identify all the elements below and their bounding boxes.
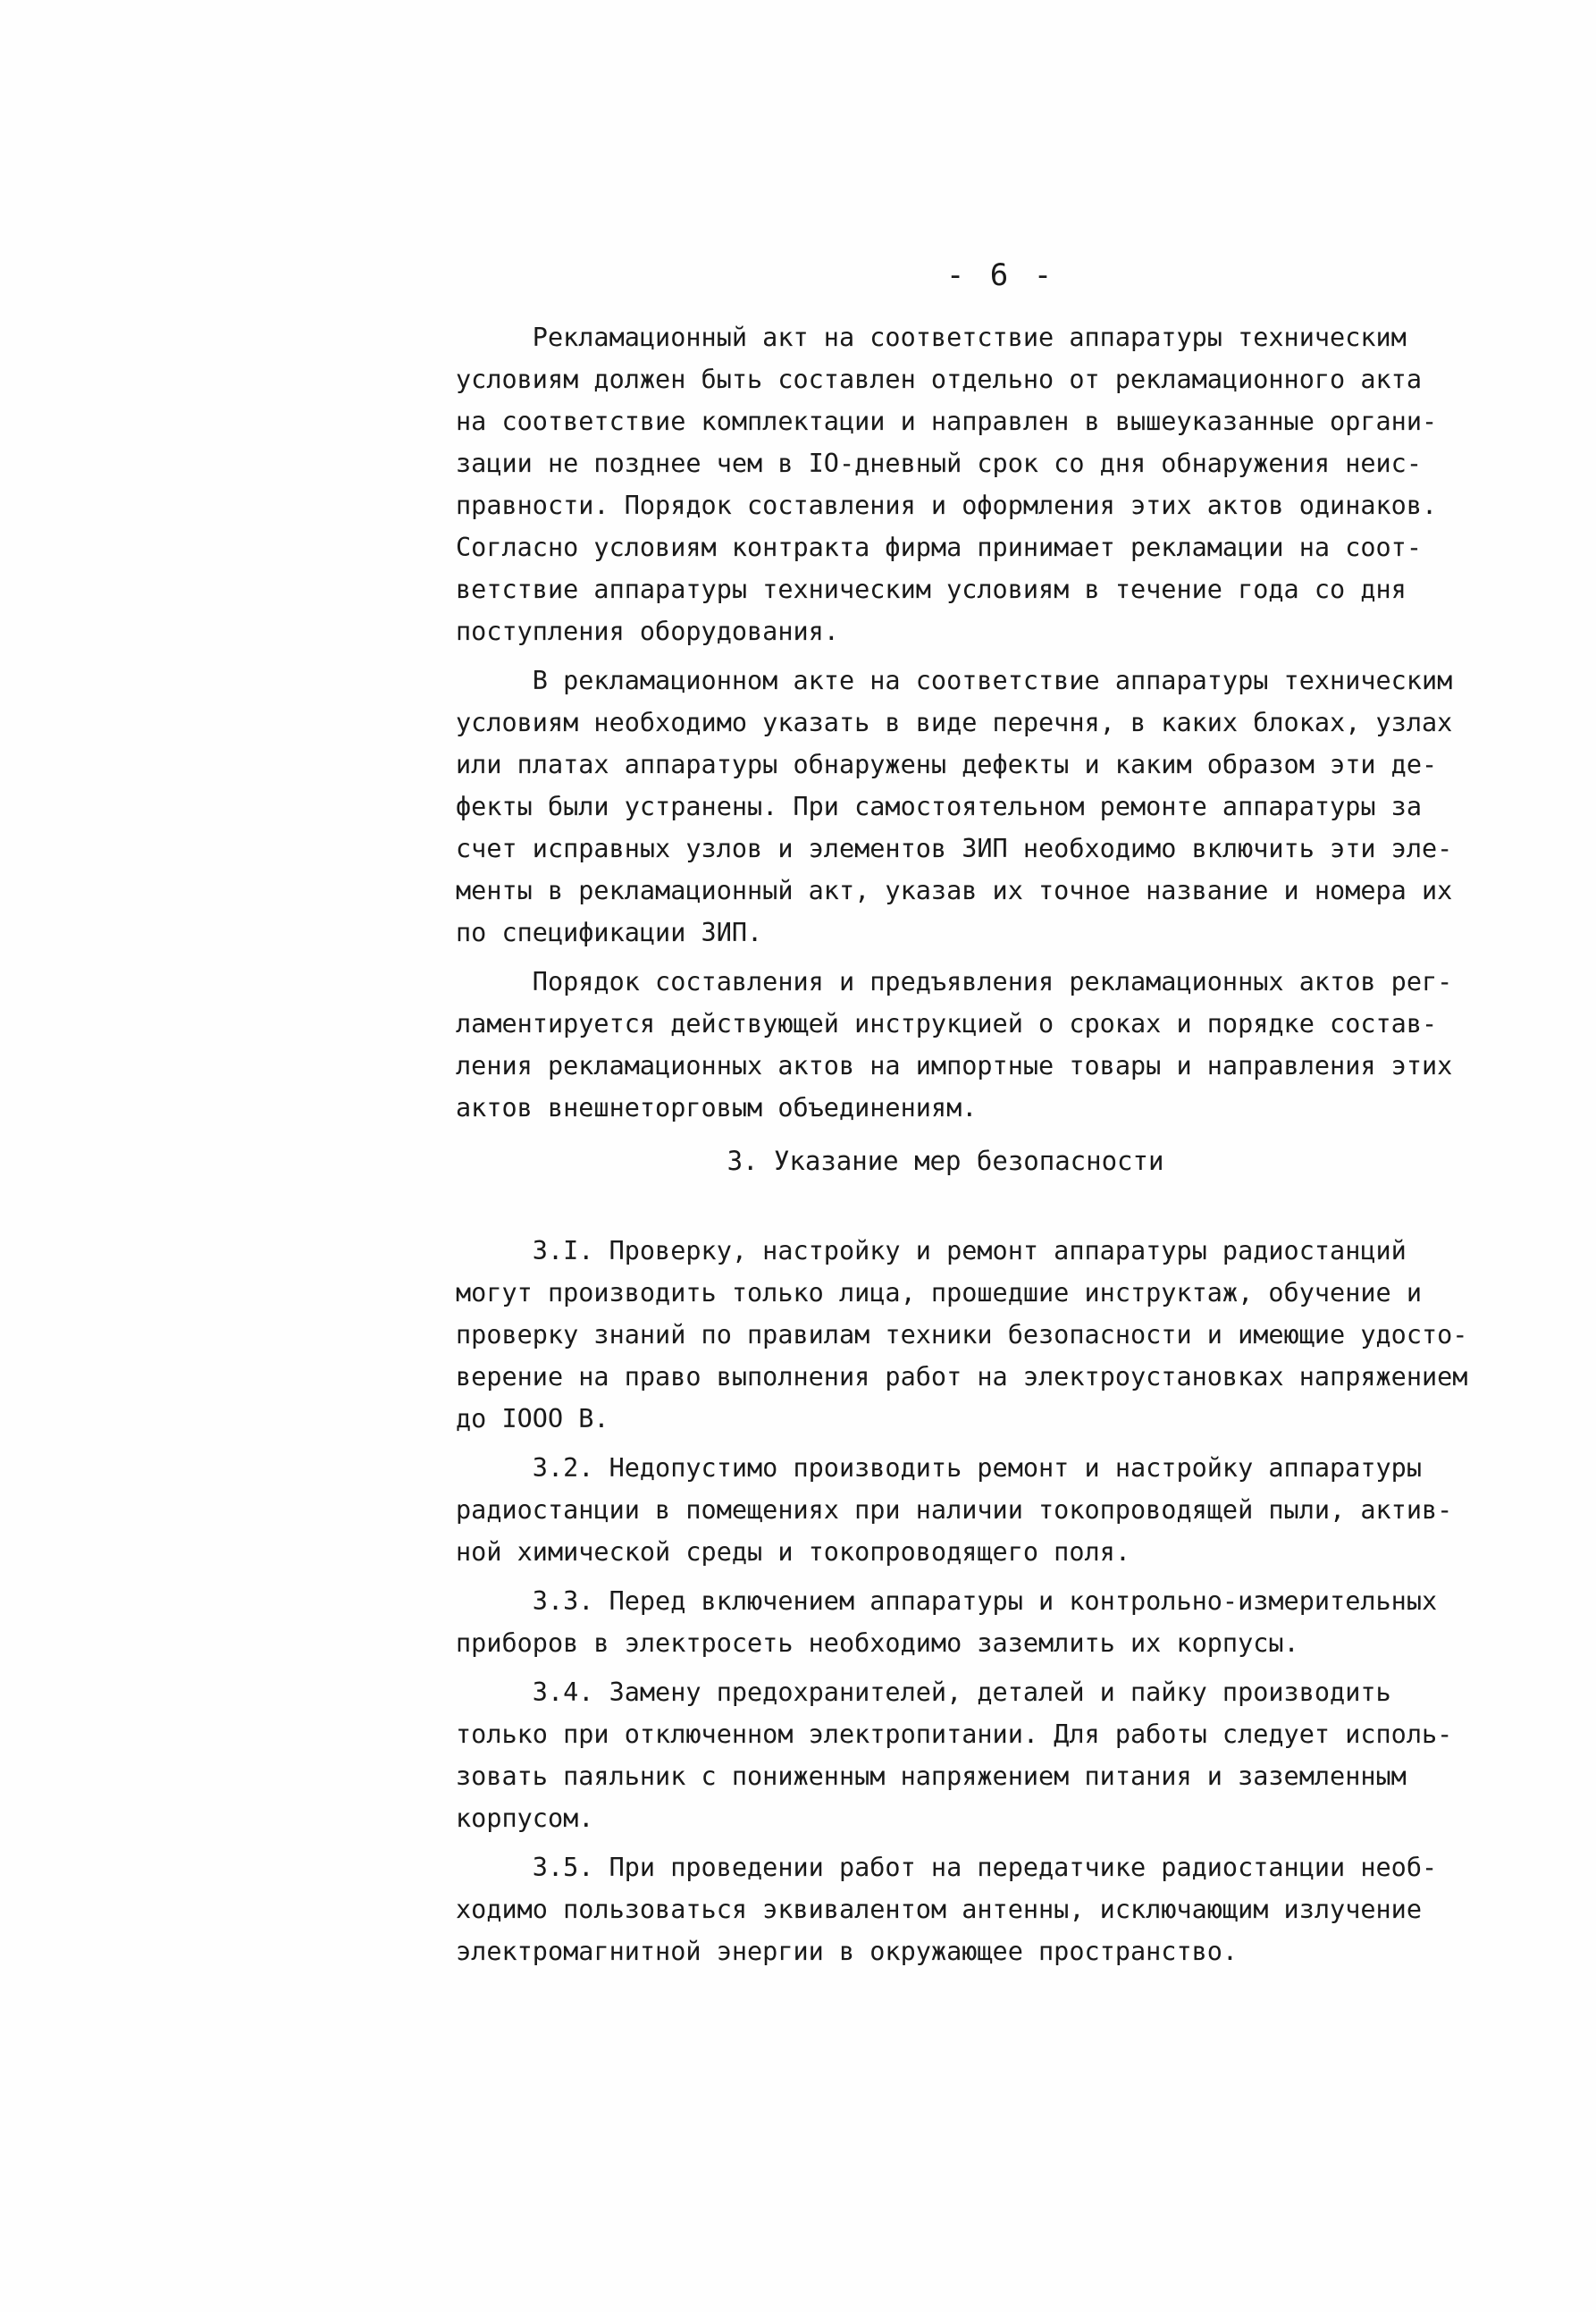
text-line: корпусом. xyxy=(456,1803,594,1833)
page-number: - 6 - xyxy=(945,257,1056,293)
text-line: менты в рекламационный акт, указав их точное название и номера их xyxy=(456,876,1453,905)
text-line: по спецификации ЗИП. xyxy=(456,918,763,947)
text-line: 3.4. Замену предохранителей, деталей и пайку производить xyxy=(456,1677,1391,1707)
paragraph xyxy=(456,961,1564,1129)
paragraph xyxy=(456,1447,1564,1573)
text-line: зации не позднее чем в IO-дневный срок со дня обнаружения неис- xyxy=(456,449,1422,478)
text-line: поступления оборудования. xyxy=(456,617,839,646)
text-line: актов внешнеторговым объединениям. xyxy=(456,1093,978,1122)
text-line: Согласно условиям контракта фирма принимает рекламации на соот- xyxy=(456,533,1422,562)
section-heading: 3. Указание мер безопасности xyxy=(727,1146,1164,1176)
paragraph xyxy=(456,1230,1564,1440)
paragraph xyxy=(456,1846,1564,1972)
text-line: ходимо пользоваться эквивалентом антенны, исключающим излучение xyxy=(456,1895,1422,1924)
text-line: ламентируется действующей инструкцией о сроках и порядке состав- xyxy=(456,1009,1438,1038)
text-line: или платах аппаратуры обнаружены дефекты и каким образом эти де- xyxy=(456,750,1438,779)
text-line: электромагнитной энергии в окружающее пространство. xyxy=(456,1937,1239,1966)
text-line: 3.5. При проведении работ на передатчике радиостанции необ- xyxy=(456,1853,1438,1882)
text-line: только при отключенном электропитании. Для работы следует исполь- xyxy=(456,1719,1453,1749)
text-line: счет исправных узлов и элементов ЗИП необходимо включить эти эле- xyxy=(456,834,1453,863)
text-line: правности. Порядок составления и оформления этих актов одинаков. xyxy=(456,491,1438,520)
section-claims-text xyxy=(456,316,1564,1129)
paragraph xyxy=(456,316,1564,652)
text-line: 3.2. Недопустимо производить ремонт и настройку аппаратуры xyxy=(456,1453,1422,1483)
text-line: на соответствие комплектации и направлен в вышеуказанные органи- xyxy=(456,407,1438,436)
text-line: радиостанции в помещениях при наличии токопроводящей пыли, актив- xyxy=(456,1495,1453,1525)
section-safety-text xyxy=(456,1230,1564,1972)
text-line: фекты были устранены. При самостоятельном ремонте аппаратуры за xyxy=(456,792,1422,821)
text-line: проверку знаний по правилам техники безопасности и имеющие удосто- xyxy=(456,1320,1468,1349)
text-line: Порядок составления и предъявления рекламационных актов рег- xyxy=(456,967,1453,996)
text-line: 3.3. Перед включением аппаратуры и контрольно-измерительных xyxy=(456,1586,1438,1616)
text-line: зовать паяльник с пониженным напряжением питания и заземленным xyxy=(456,1761,1407,1791)
text-line: ления рекламационных актов на импортные товары и направления этих xyxy=(456,1051,1453,1080)
text-line: ной химической среды и токопроводящего поля. xyxy=(456,1537,1130,1567)
text-line: условиям необходимо указать в виде перечня, в каких блоках, узлах xyxy=(456,708,1453,737)
text-line: условиям должен быть составлен отдельно от рекламационного акта xyxy=(456,365,1422,394)
paragraph xyxy=(456,660,1564,954)
paragraph xyxy=(456,1580,1564,1664)
text-line: до IOOO В. xyxy=(456,1404,609,1433)
paragraph xyxy=(456,1671,1564,1839)
text-line: ветствие аппаратуры техническим условиям в течение года со дня xyxy=(456,575,1407,604)
text-line: приборов в электросеть необходимо заземлить их корпусы. xyxy=(456,1628,1299,1658)
text-line: могут производить только лица, прошедшие инструктаж, обучение и xyxy=(456,1278,1422,1307)
text-line: 3.I. Проверку, настройку и ремонт аппаратуры радиостанций xyxy=(456,1236,1407,1265)
text-line: В рекламационном акте на соответствие аппаратуры техническим xyxy=(456,666,1453,695)
text-line: Рекламационный акт на соответствие аппаратуры техническим xyxy=(456,323,1407,352)
text-line: верение на право выполнения работ на электроустановках напряжением xyxy=(456,1362,1468,1391)
